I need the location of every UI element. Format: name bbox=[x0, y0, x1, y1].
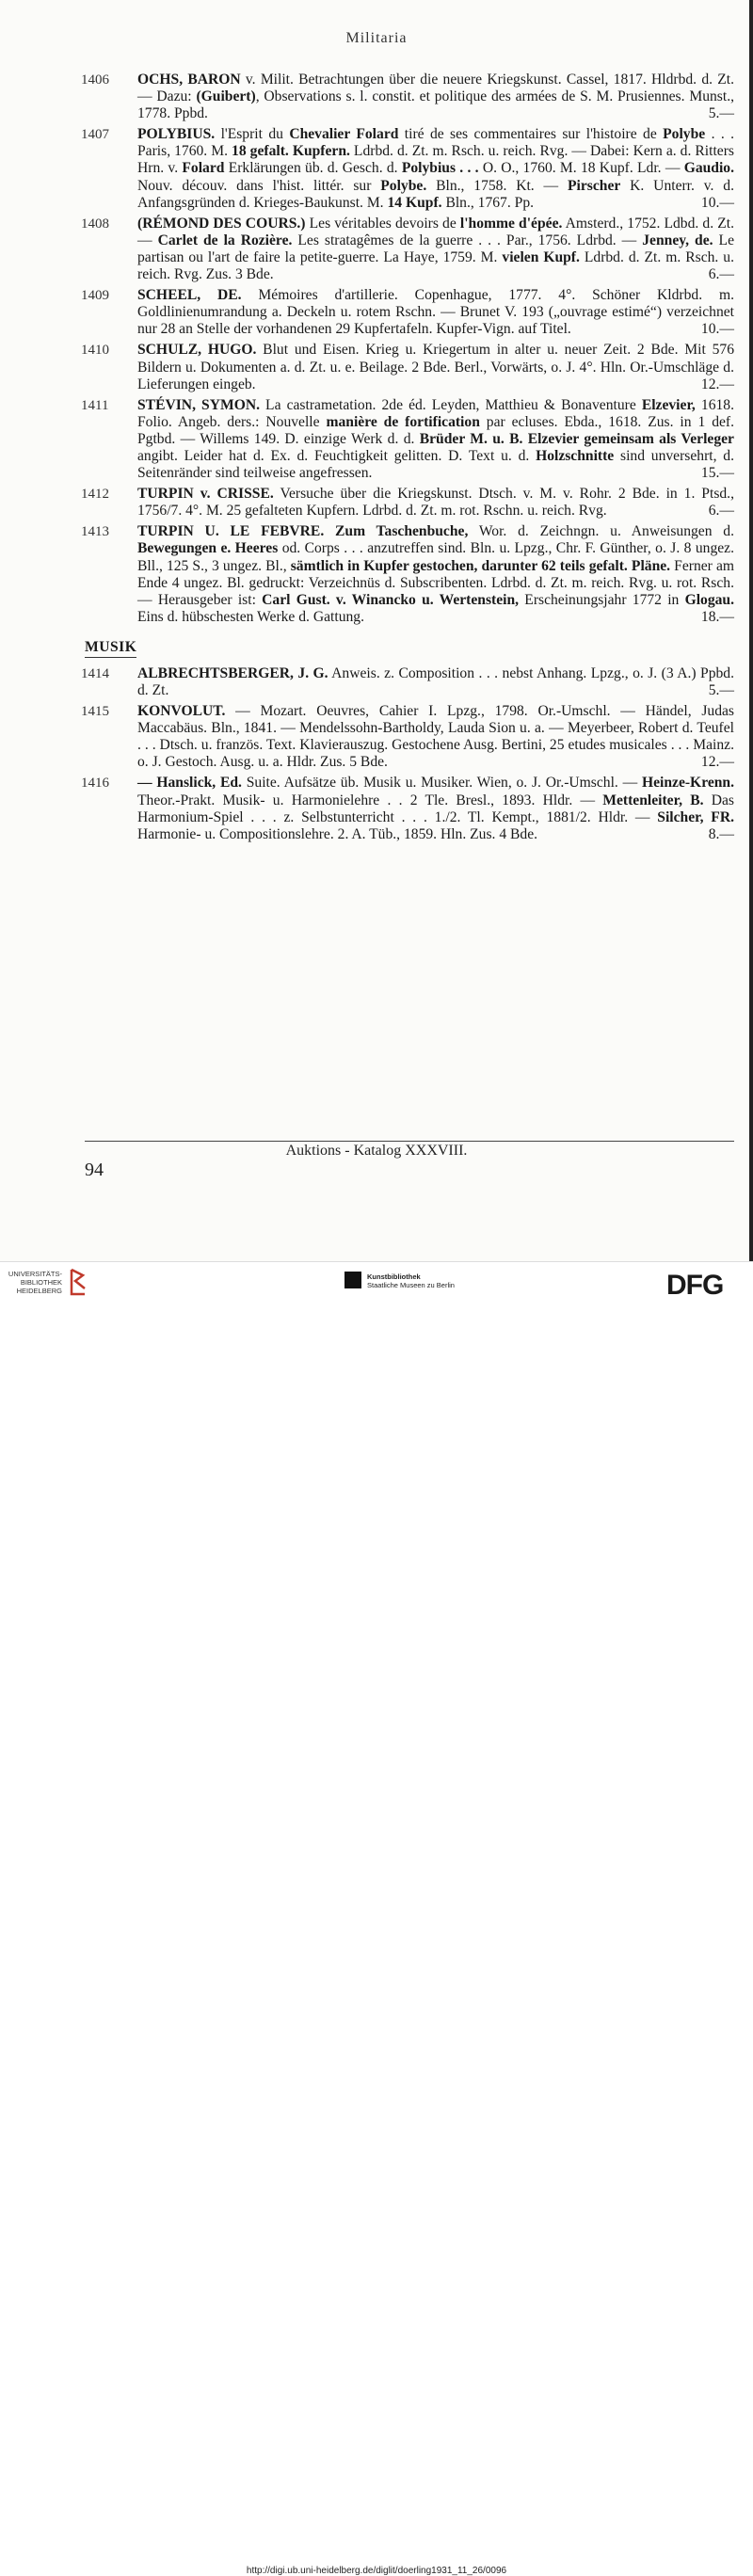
catalog-entry bbox=[0, 126, 753, 211]
catalog-entry bbox=[0, 665, 753, 699]
bold-term: Polybius . . . bbox=[401, 160, 479, 177]
bold-term: Polybe bbox=[663, 126, 706, 143]
lot-description: STÉVIN, SYMON. La castrametation. 2de éd. Leyden, Matthieu & Bonaventure Elzevier, 1618. Folio. Angeb. ders.: Nouvelle manière de fortification par ecluses. Ebda., 1618. Zus. in 1 def. Pgtbd. — Willems 149. D. einzige Werk d. d. Brüder M. u. B. Elzevier gemeinsam als Verleger angibt. Leider hat d. Ex. d. Feuchtigkeit gelitten. D. Text u. d. Holzschnitte sind unversehrt, d. Seitenränder sind teilweise angefressen. 15.— bbox=[137, 396, 735, 482]
bold-term: Zum Taschenbuche, bbox=[335, 523, 469, 540]
page-number: 94 bbox=[85, 1160, 104, 1180]
footer-rule bbox=[85, 1141, 734, 1142]
catalog-entry bbox=[0, 287, 753, 338]
lot-number: 1408 bbox=[81, 216, 109, 232]
lot-author: SCHULZ, HUGO. bbox=[137, 342, 257, 359]
library-logo-icon bbox=[68, 1268, 88, 1296]
lot-description: SCHULZ, HUGO. Blut und Eisen. Krieg u. Kriegertum in alter u. neuer Zeit. 2 Bde. Mit 576 Bildern u. Dokumenten a. d. Zt. u. e. Beilage. 2 Bde. Berl., Vorwärts, o. J. 4°. Hln. Or.-Umschläge d. Lieferungen eingeb. 12.— bbox=[137, 342, 734, 392]
lot-number: 1416 bbox=[81, 776, 109, 792]
lot-author: — Hanslick, Ed. bbox=[137, 775, 242, 792]
bold-term: Silcher, FR. bbox=[657, 808, 734, 825]
section-heading: MUSIK bbox=[85, 639, 753, 656]
bold-term: Carl Gust. v. Winancko u. Wertenstein, bbox=[262, 591, 520, 608]
lot-price: 12.— bbox=[700, 376, 734, 392]
lot-price: 8.— bbox=[708, 825, 734, 842]
lot-number: 1411 bbox=[81, 397, 109, 413]
kb-line1: Kunstbibliothek bbox=[367, 1272, 421, 1281]
bold-term: Carlet de la Rozière. bbox=[157, 232, 293, 248]
library-label bbox=[8, 1270, 62, 1295]
page-header: Militaria bbox=[345, 30, 408, 46]
lot-price: 5.— bbox=[708, 682, 734, 698]
bold-term: l'homme d'épée. bbox=[459, 215, 563, 232]
bold-term: Heinze-Krenn. bbox=[641, 775, 734, 792]
bold-term: (Guibert) bbox=[196, 88, 256, 105]
lot-author: ALBRECHTSBERGER, J. G. bbox=[137, 664, 328, 681]
lot-description: (RÉMOND DES COURS.) Les véritables devoirs de l'homme d'épée. Amsterd., 1752. Ldbd. d. Zt. — Carlet de la Rozière. Les stratagêmes de la guerre . . . Par., 1756. Ldrbd. — Jenney, de. Le partisan ou l'art de faire la petite-guerre. La Haye, 1759. M. vielen Kupf. Ldrbd. d. Zt. m. Rsch. u. reich. Rvg. Zus. 3 Bde. 6.— bbox=[137, 215, 735, 283]
catalog-entry bbox=[0, 72, 753, 122]
lot-price: 6.— bbox=[708, 266, 734, 283]
lot-description: TURPIN v. CRISSE. Versuche über die Kriegskunst. Dtsch. v. M. v. Rohr. 2 Bde. in 1. Ptsd., 1756/7. 4°. M. 25 gefalteten Kupfern. Ldrbd. d. Zt. m. rot. Rschn. u. reich. Rvg. 6.— bbox=[137, 486, 734, 520]
bold-term: vielen Kupf. bbox=[502, 248, 580, 265]
catalog-entry bbox=[0, 703, 753, 771]
lot-description: KONVOLUT. — Mozart. Oeuvres, Cahier I. Lpzg., 1798. Or.-Umschl. — Händel, Judas Maccabäus. Bln., 1841. — Mendelssohn-Bartholdy, Lauda Sion u. a. — Meyerbeer, Robert d. Teufel . . . Dtsch. u. französ. Text. Klavierauszug. Gestochene Ausg. Bertini, 25 etudes musicales . . . Mainz. o. J. Gestoch. Ausg. u. a. Hldr. Zus. 5 Bde. 12.— bbox=[137, 703, 734, 771]
lot-author: (RÉMOND DES COURS.) bbox=[137, 215, 306, 232]
bold-term: sämtlich in Kupfer gestochen, darunter 62 teils gefalt. Pläne. bbox=[290, 557, 671, 574]
bold-term: 14 Kupf. bbox=[387, 194, 442, 211]
lot-number: 1410 bbox=[81, 343, 109, 359]
catalog-page bbox=[0, 0, 753, 1261]
lot-description: TURPIN U. LE FEBVRE. Zum Taschenbuche, Wor. d. Zeichngn. u. Anweisungen d. Bewegungen e. Heeres od. Corps . . . anzutreffen sind. Bln. u. Lpzg., Chr. F. Günther, o. J. 8 ungez. Bll., 125 S., 3 ungez. Bl., sämtlich in Kupfer gestochen, darunter 62 teils gefalt. Pläne. Ferner am Ende 4 ungez. Bl. gedruckt: Verzeichnüs d. Subscribenten. Ldrbd. d. Zt. m. reich. Rvg. u. rot. Rsch. — Herausgeber ist: Carl Gust. v. Winancko u. Wertenstein, Erscheinungsjahr 1772 in Glogau. Eins d. hübschesten Werke d. Gattung. 18.— bbox=[137, 523, 735, 625]
bold-term: Folard bbox=[182, 160, 225, 177]
lot-number: 1415 bbox=[81, 704, 109, 720]
bold-term: Chevalier Folard bbox=[289, 126, 399, 143]
bold-term: Mettenleiter, B. bbox=[602, 792, 704, 808]
lot-description: — Hanslick, Ed. Suite. Aufsätze üb. Musik u. Musiker. Wien, o. J. Or.-Umschl. — Heinze-Krenn. Theor.-Prakt. Musik- u. Harmonielehre . . 2 Tle. Bresl., 1893. Hldr. — Mettenleiter, B. Das Harmonium-Spiel . . . z. Selbstunterricht . . . 1./2. Tl. Kempt., 1881/2. Hldr. — Silcher, FR. Harmonie- u. Compositionslehre. 2. A. Tüb., 1859. Hln. Zus. 4 Bde. 8.— bbox=[137, 775, 734, 842]
library-line: BIBLIOTHEK bbox=[20, 1278, 62, 1287]
bold-term: Elzevier, bbox=[641, 396, 696, 413]
lot-price: 5.— bbox=[708, 105, 734, 122]
lot-price: 12.— bbox=[700, 754, 734, 771]
bold-term: Polybe. bbox=[380, 177, 427, 194]
catalog-entry bbox=[0, 216, 753, 283]
catalog-entry bbox=[0, 342, 753, 392]
lot-author: TURPIN U. LE FEBVRE. bbox=[137, 523, 325, 540]
catalog-entry bbox=[0, 397, 753, 482]
catalog-entry bbox=[0, 486, 753, 520]
lot-price: 10.— bbox=[700, 194, 734, 211]
lot-description: SCHEEL, DE. Mémoires d'artillerie. Copenhague, 1777. 4°. Schöner Kldrbd. m. Goldlinienumrandung a. Deckeln u. rotem Rschn. — Brunet V. 193 („ouvrage estimé“) verzeichnet nur 28 an Stelle der vorhandenen 29 Kupfertafeln. Kupfer-Vign. auf Titel. 10.— bbox=[137, 287, 734, 338]
bold-term: Pirscher bbox=[568, 177, 621, 194]
source-url[interactable]: http://digi.ub.uni-heidelberg.de/diglit/doerling1931_11_26/0096 bbox=[246, 2566, 507, 2576]
lot-author: KONVOLUT. bbox=[137, 703, 226, 720]
dfg-logo: DFG bbox=[666, 1270, 724, 1301]
catalog-footer: Auktions - Katalog XXXVIII. bbox=[285, 1143, 468, 1159]
digitization-bar bbox=[0, 1261, 753, 2576]
library-line: HEIDELBERG bbox=[16, 1287, 62, 1295]
lot-price: 15.— bbox=[700, 465, 734, 482]
kb-line2: Staatliche Museen zu Berlin bbox=[367, 1281, 455, 1289]
lot-description: ALBRECHTSBERGER, J. G. Anweis. z. Composition . . . nebst Anhang. Lpzg., o. J. (3 A.) Ppbd. d. Zt. 5.— bbox=[137, 664, 734, 698]
lot-author: SCHEEL, DE. bbox=[137, 287, 242, 304]
kunstbibliothek-icon bbox=[344, 1272, 361, 1288]
bold-term: Glogau. bbox=[684, 591, 735, 608]
bold-term: Holzschnitte bbox=[536, 447, 615, 464]
lot-number: 1407 bbox=[81, 127, 109, 143]
lot-number: 1414 bbox=[81, 665, 109, 681]
bold-term: 18 gefalt. Kupfern. bbox=[232, 143, 350, 160]
bold-term: Jenney, de. bbox=[642, 232, 713, 248]
lot-number: 1412 bbox=[81, 487, 109, 503]
lot-author: POLYBIUS. bbox=[137, 126, 216, 143]
lot-number: 1413 bbox=[81, 524, 109, 540]
catalog-entry bbox=[0, 775, 753, 842]
bold-term: Bewegungen e. Heeres bbox=[137, 540, 279, 557]
lot-price: 6.— bbox=[708, 503, 734, 520]
bold-term: Brüder M. u. B. Elzevier gemeinsam als Verleger bbox=[419, 430, 734, 447]
bold-term: Gaudio. bbox=[683, 160, 735, 177]
bold-term: manière de fortification bbox=[326, 413, 480, 430]
lot-price: 18.— bbox=[700, 608, 734, 625]
lot-description: OCHS, BARON v. Milit. Betrachtungen über die neuere Kriegskunst. Cassel, 1817. Hldrbd. d. Zt. — Dazu: (Guibert), Observations s. l. constit. et politique des armées de S. M. Prusiennes. Munst., 1778. Ppbd. 5.— bbox=[137, 72, 735, 122]
lot-description: POLYBIUS. l'Esprit du Chevalier Folard tiré de ses commentaires sur l'histoire de Polybe . . . Paris, 1760. M. 18 gefalt. Kupfern. Ldrbd. d. Zt. m. Rsch. u. reich. Rvg. — Dabei: Kern a. d. Ritters Hrn. v. Folard Erklärungen üb. d. Gesch. d. Polybius . . . O. O., 1760. M. 18 Kupf. Ldr. — Gaudio. Nouv. découv. dans l'hist. littér. sur Polybe. Bln., 1758. Kt. — Pirscher K. Unterr. v. d. Anfangsgründen d. Krieges-Baukunst. M. 14 Kupf. Bln., 1767. Pp. 10.— bbox=[137, 126, 735, 211]
library-line: UNIVERSITÄTS- bbox=[8, 1270, 62, 1278]
lot-author: TURPIN v. CRISSE. bbox=[137, 486, 274, 503]
entries-list bbox=[0, 72, 753, 847]
lot-number: 1406 bbox=[81, 72, 109, 88]
catalog-entry bbox=[0, 523, 753, 626]
lot-author: STÉVIN, SYMON. bbox=[137, 396, 260, 413]
lot-author: OCHS, BARON bbox=[137, 72, 241, 88]
lot-number: 1409 bbox=[81, 288, 109, 304]
lot-price: 10.— bbox=[700, 321, 734, 338]
